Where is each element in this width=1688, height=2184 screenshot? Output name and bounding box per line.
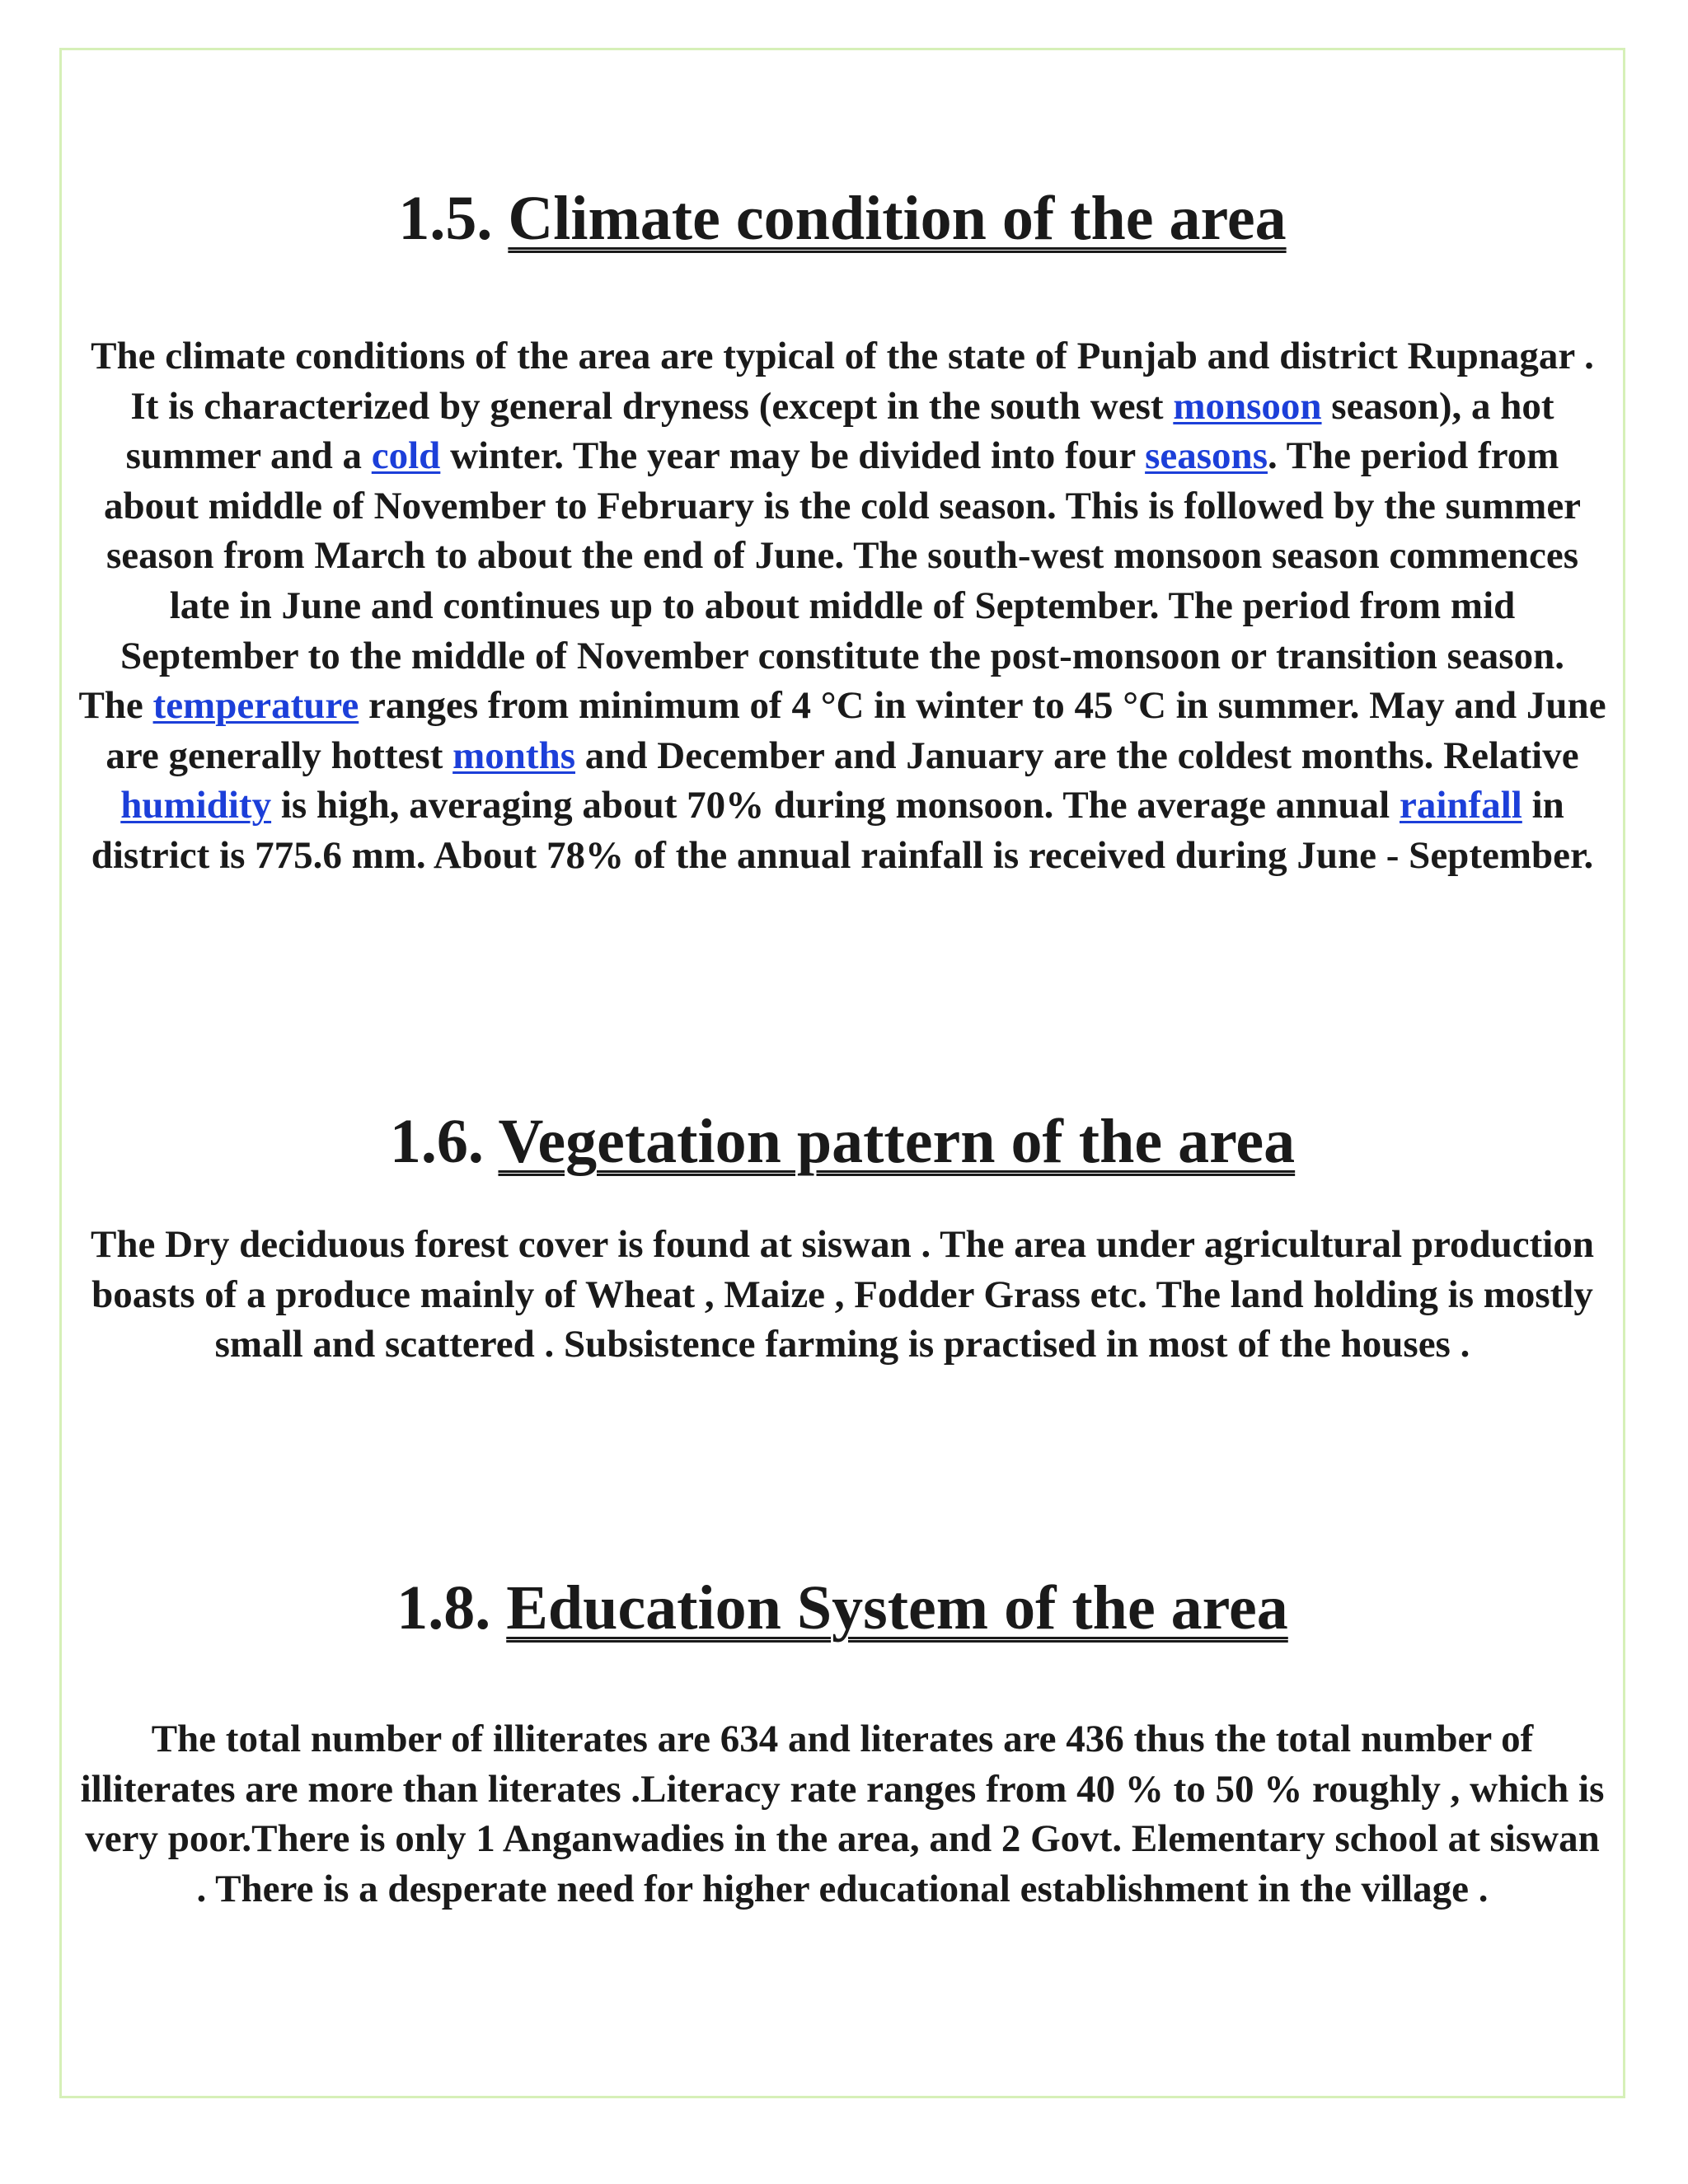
text-run: season), a hot summer and a	[125, 384, 1554, 478]
text-run: and December and January are the coldest months. Relative	[575, 733, 1579, 777]
text-run: is high, averaging about 70% during monsoon. The average annual	[271, 784, 1400, 827]
cold-link[interactable]: cold	[371, 434, 441, 478]
section-title: Climate condition of the area	[508, 184, 1287, 253]
section-climate	[76, 181, 1609, 255]
humidity-link[interactable]: humidity	[120, 784, 272, 827]
section-title: Vegetation pattern of the area	[498, 1107, 1296, 1176]
section-vegetation	[76, 1104, 1609, 1179]
text-run: ranges from minimum of 4 °C in winter to 45 °C in summer. May and June are generally hottest	[106, 684, 1606, 777]
section-number: 1.6.	[389, 1107, 484, 1176]
vegetation-text	[76, 1220, 1609, 1370]
text-run: in district is 775.6 mm. About 78% of the annual rainfall is received during June - September.	[91, 784, 1594, 877]
section-heading-education	[76, 1571, 1609, 1645]
monsoon-link[interactable]: monsoon	[1173, 384, 1322, 428]
climate-paragraph-1	[76, 331, 1609, 681]
section-heading-climate	[76, 181, 1609, 255]
text-run: winter. The year may be divided into four	[440, 434, 1146, 478]
climate-paragraph-2	[76, 681, 1609, 880]
text-run: . The period from about middle of November to February is the cold season. This is followed by the summer season from March to about the end of June. The south-west monsoon season commences late in June and continues up to about middle of September. The period from mid September to the middle of November constitute the post-monsoon or transition season.	[103, 434, 1582, 677]
section-education	[76, 1571, 1609, 1645]
section-number: 1.5.	[398, 184, 493, 253]
section-number: 1.8.	[396, 1573, 491, 1643]
vegetation-paragraph: The Dry deciduous forest cover is found at siswan . The area under agricultural production boasts of a produce mainly of Wheat , Maize , Fodder Grass etc. The land holding is mostly small and scattered . Subsistence farming is practised in most of the houses .	[90, 1223, 1594, 1366]
text-run: The climate conditions of the area are typical of the state of Punjab and district Rupnagar . It is characterized by general dryness (except in the south west	[91, 335, 1594, 428]
seasons-link[interactable]: seasons	[1145, 434, 1268, 478]
education-text	[76, 1714, 1609, 1914]
section-title: Education System of the area	[506, 1573, 1288, 1643]
rainfall-link[interactable]: rainfall	[1399, 784, 1522, 827]
text-run: The	[78, 684, 153, 728]
temperature-link[interactable]: temperature	[152, 684, 359, 728]
climate-text	[76, 331, 1609, 881]
section-heading-vegetation	[76, 1104, 1609, 1179]
months-link[interactable]: months	[452, 733, 575, 777]
education-paragraph: The total number of illiterates are 634 and literates are 436 thus the total number of illiterates are more than literates .Literacy rate ranges from 40 % to 50 % roughly , which is very poor.There is only 1 Anganwadies in the area, and 2 Govt. Elementary school at siswan . There is a desperate need for higher educational establishment in the village .	[80, 1718, 1605, 1910]
